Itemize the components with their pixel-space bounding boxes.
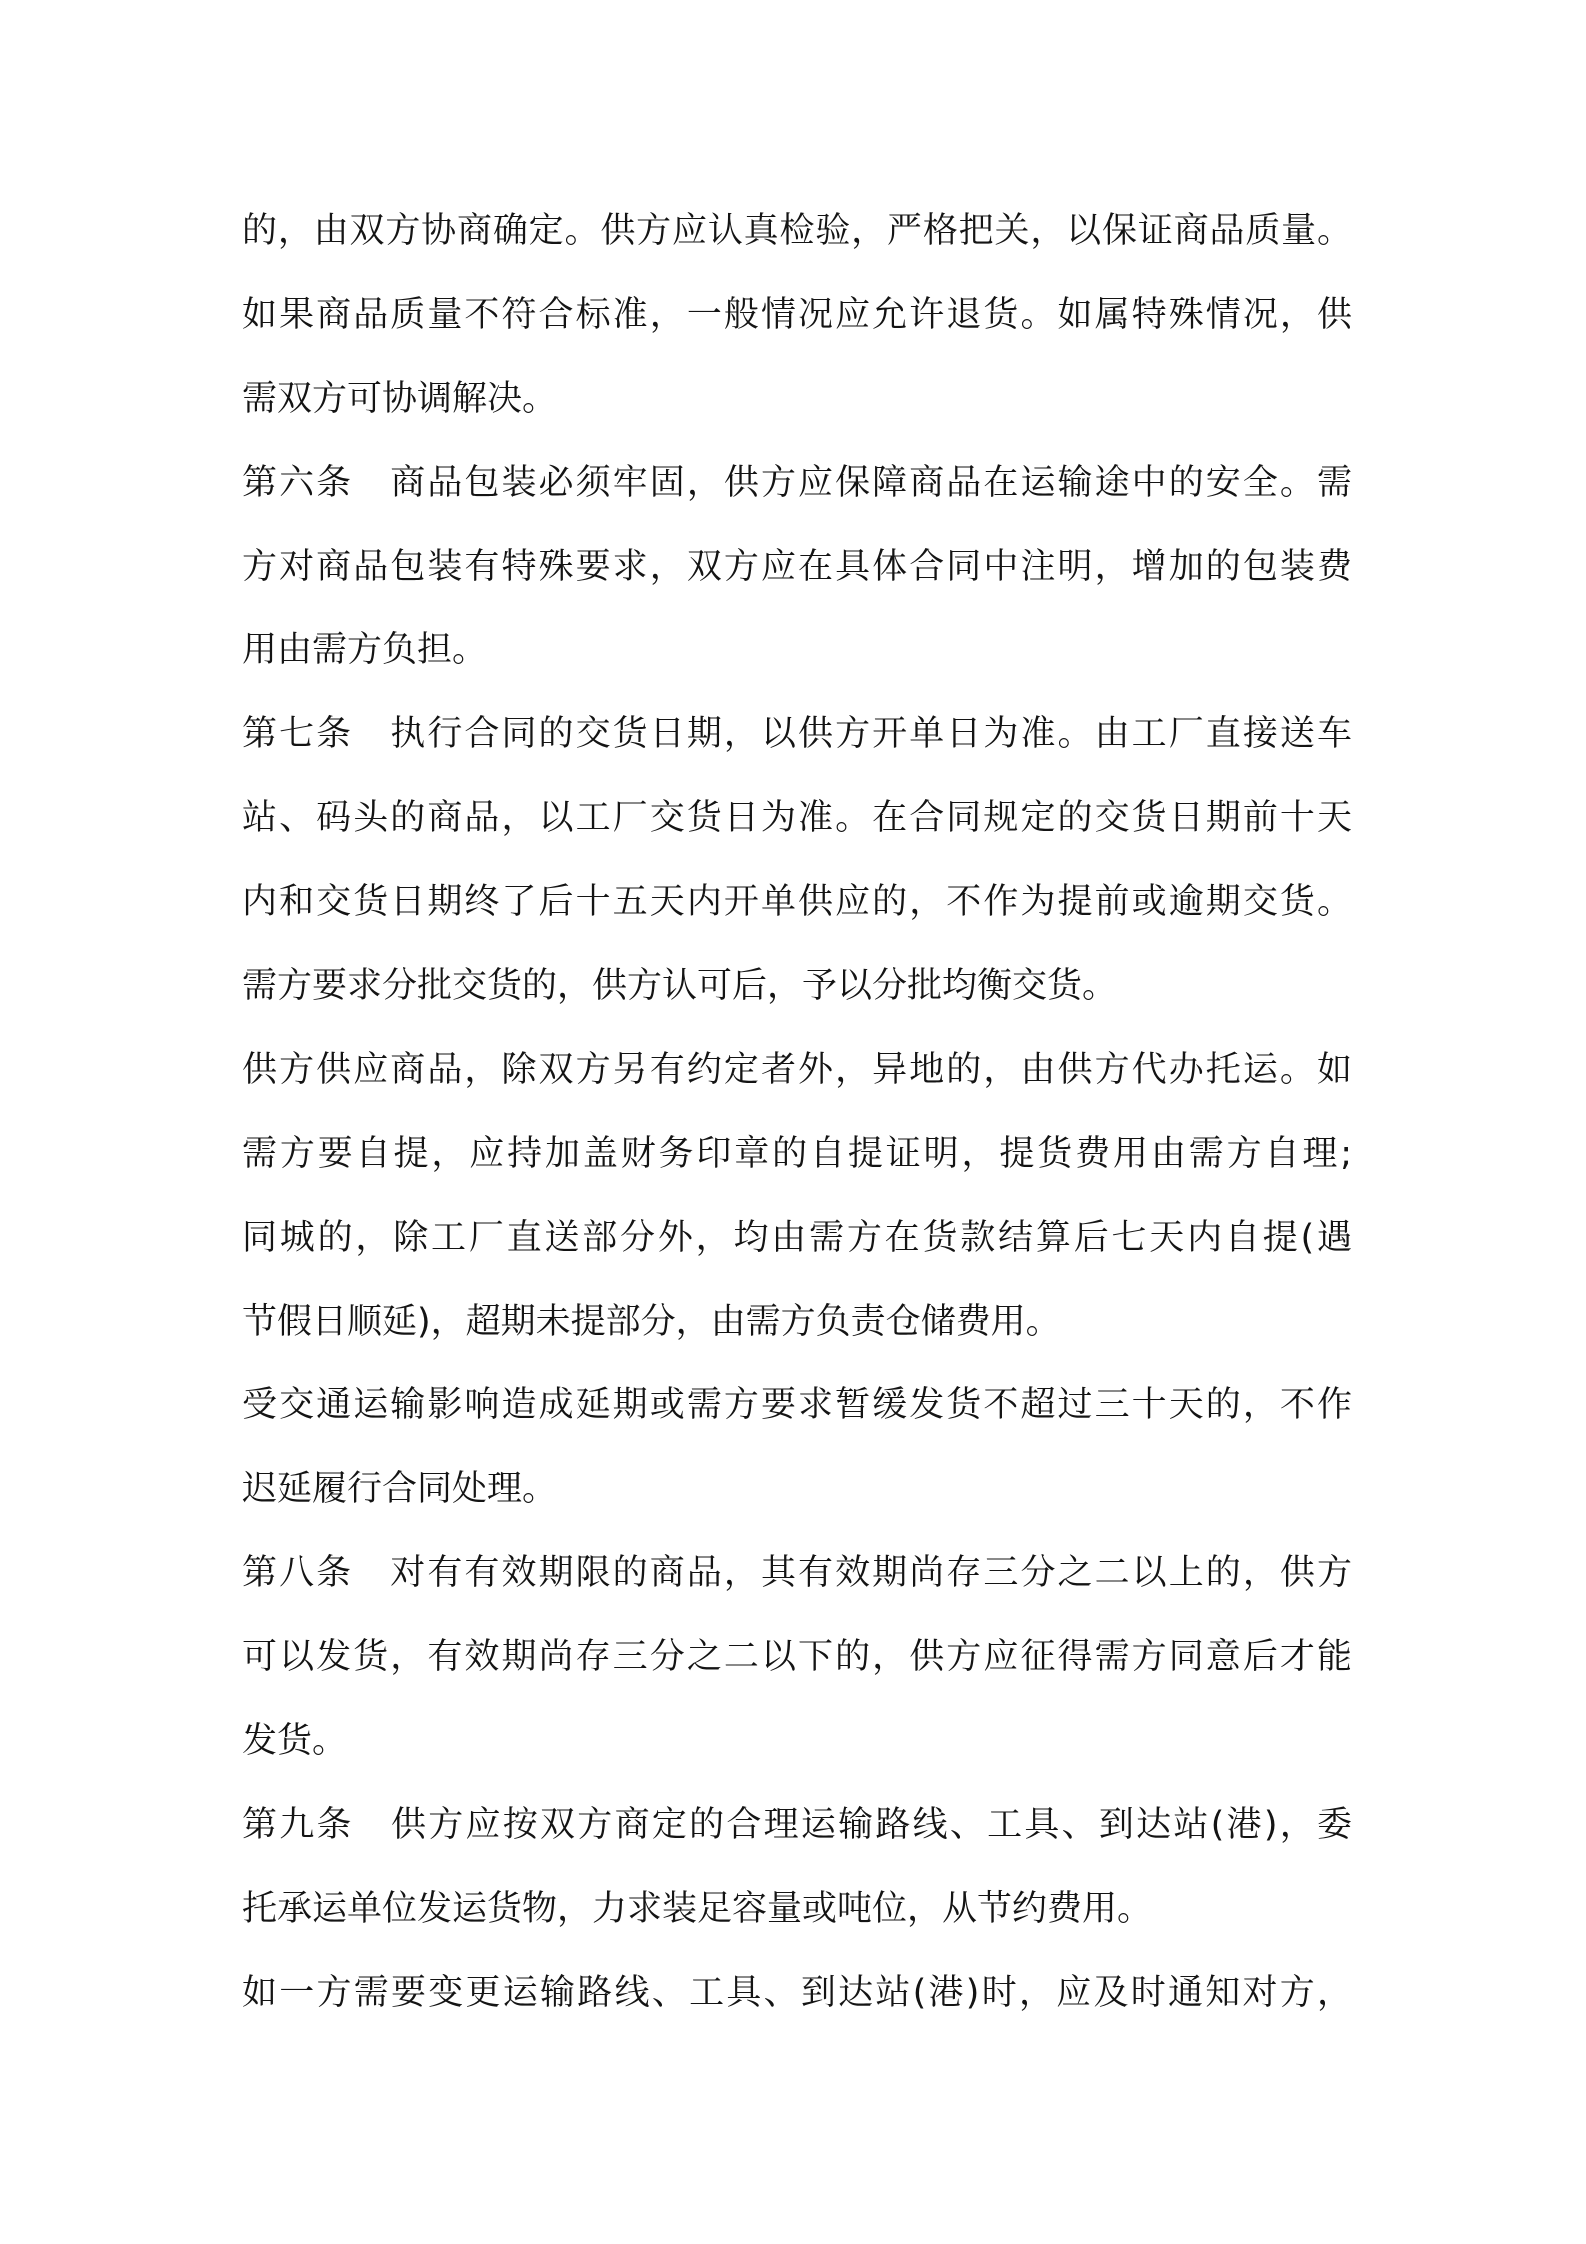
text-line: 同城的，除工厂直送部分外，均由需方在货款结算后七天内自提(遇	[242, 1217, 1352, 1258]
text-line: 供方供应商品，除双方另有约定者外，异地的，由供方代办托运。如	[242, 1049, 1352, 1090]
text-line: 第六条 商品包装必须牢固，供方应保障商品在运输途中的安全。需	[242, 462, 1352, 503]
text-line: 托承运单位发运货物，力求装足容量或吨位，从节约费用。	[242, 1888, 1153, 1929]
text-line: 可以发货，有效期尚存三分之二以下的，供方应征得需方同意后才能	[242, 1637, 1352, 1678]
text-line: 如果商品质量不符合标准，一般情况应允许退货。如属特殊情况，供	[242, 294, 1352, 335]
text-line: 方对商品包装有特殊要求，双方应在具体合同中注明，增加的包装费	[242, 546, 1352, 587]
document-body	[242, 190, 1352, 2036]
text-line: 需双方可协调解决。	[242, 378, 558, 419]
text-line: 受交通运输影响造成延期或需方要求暂缓发货不超过三十天的，不作	[242, 1385, 1352, 1426]
text-line: 第八条 对有有效期限的商品，其有效期尚存三分之二以上的，供方	[242, 1553, 1352, 1594]
text-line: 需方要求分批交货的，供方认可后，予以分批均衡交货。	[242, 966, 1118, 1007]
text-line: 第九条 供方应按双方商定的合理运输路线、工具、到达站(港)，委	[242, 1804, 1352, 1845]
text-line: 的，由双方协商确定。供方应认真检验，严格把关，以保证商品质量。	[242, 211, 1352, 251]
text-line: 迟延履行合同处理。	[242, 1469, 558, 1510]
text-line: 用由需方负担。	[242, 630, 488, 671]
text-line: 需方要自提，应持加盖财务印章的自提证明，提货费用由需方自理;	[242, 1133, 1352, 1174]
text-line: 发货。	[242, 1721, 348, 1762]
text-line: 站、码头的商品，以工厂交货日为准。在合同规定的交货日期前十天	[242, 798, 1352, 839]
text-line: 第七条 执行合同的交货日期，以供方开单日为准。由工厂直接送车	[242, 714, 1352, 755]
text-line: 如一方需要变更运输路线、工具、到达站(港)时，应及时通知对方，	[242, 1972, 1352, 2013]
text-line: 节假日顺延)，超期未提部分，由需方负责仓储费用。	[242, 1301, 1061, 1342]
text-line: 内和交货日期终了后十五天内开单供应的，不作为提前或逾期交货。	[242, 882, 1352, 923]
